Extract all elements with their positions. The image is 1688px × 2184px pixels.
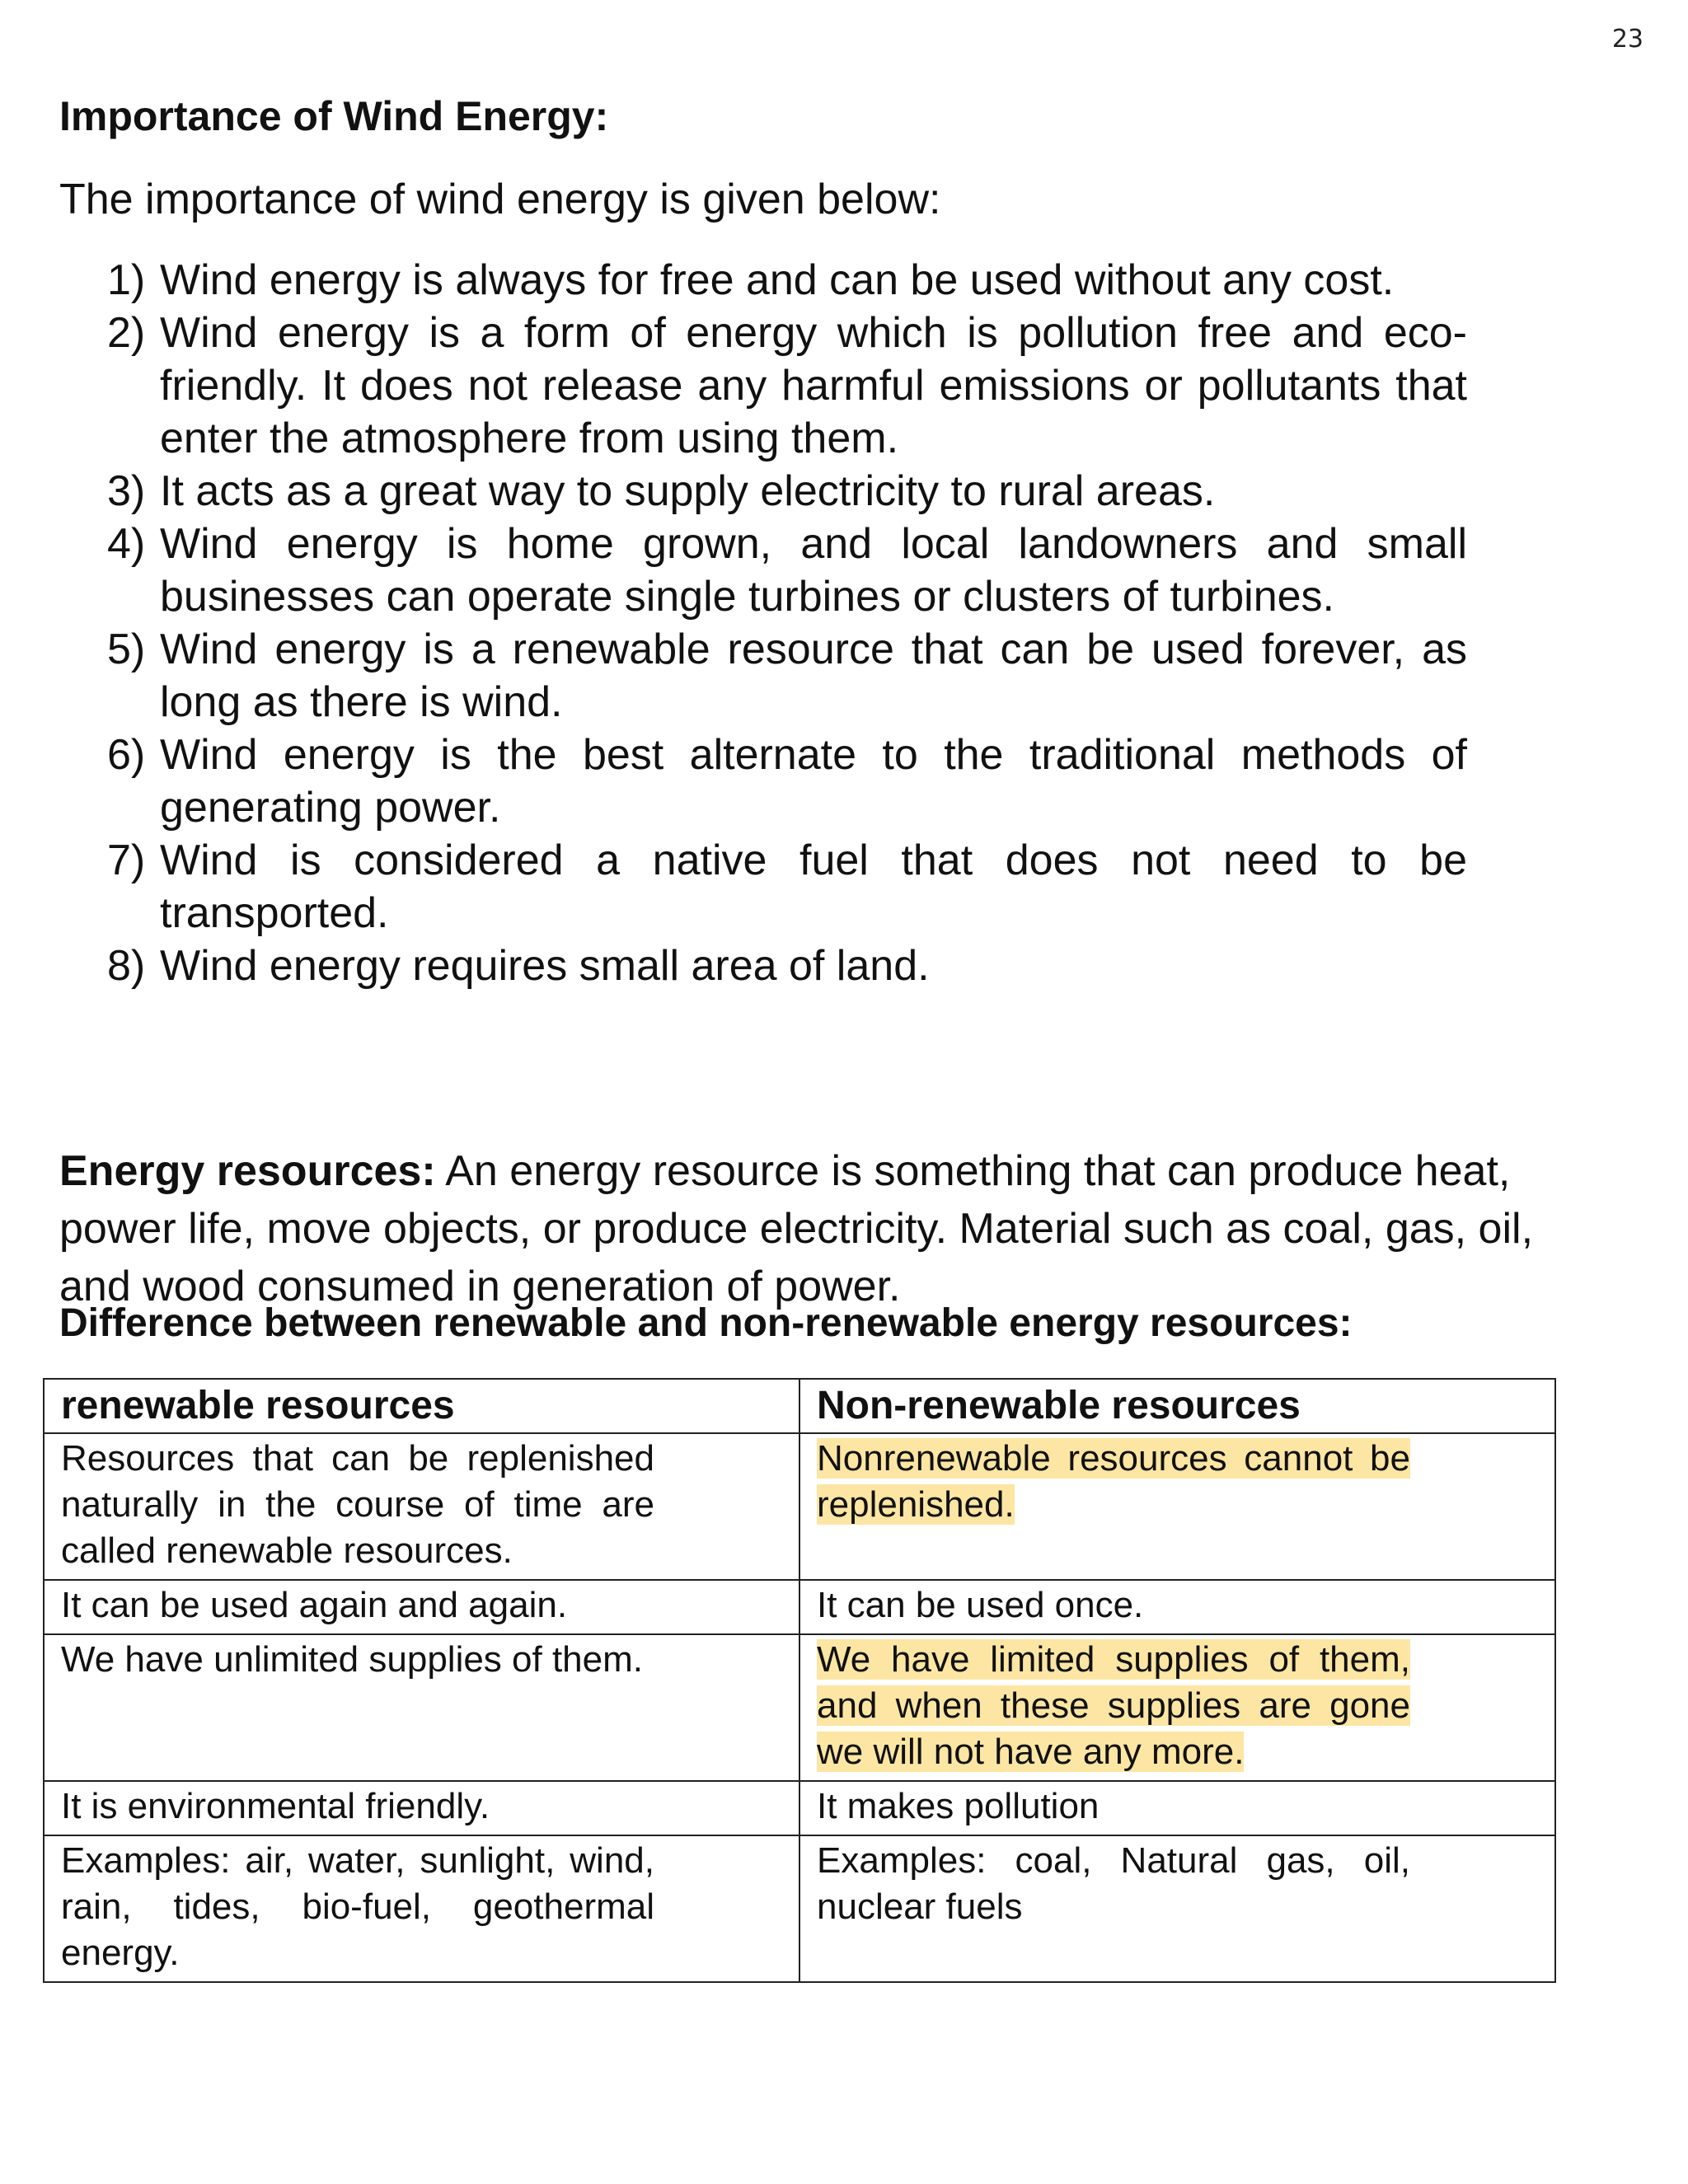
list-item-text: Wind energy is always for free and can be used without any cost. [160,256,1395,304]
page-number: 23 [1611,25,1643,54]
list-item-text: Wind energy is home grown, and local landowners and small businesses can operate single turbines or clusters of turbines. [160,520,1467,621]
list-item [107,834,1467,940]
table-cell-renewable [44,1781,799,1835]
list-item-number: 2) [107,309,146,357]
energy-resources-term: Energy resources: [59,1147,436,1195]
cell-text: It can be used once. [817,1585,1144,1625]
list-item [107,307,1467,465]
cell-text: It can be used again and again. [61,1585,568,1625]
list-item-number: 7) [107,837,146,884]
cell-text: It makes pollution [817,1786,1100,1826]
cell-text: Examples: coal, Natural gas, oil, nuclear fuels [817,1840,1410,1927]
cell-text: Examples: air, water, sunlight, wind, rain, tides, bio-fuel, geothermal energy. [61,1840,654,1973]
table-cell-nonrenewable [799,1634,1555,1781]
table-cell-renewable [44,1433,799,1580]
list-item-number: 8) [107,942,146,990]
energy-resources-definition: An energy resource is something that can produce heat, power life, move objects, or produce electricity. Material such as coal, gas, oil, and wood consumed in generation of power. [59,1147,1534,1310]
table-row [44,1781,1555,1835]
list-item [107,940,1467,992]
importance-list [107,254,1467,992]
intro-text: The importance of wind energy is given below: [59,176,941,223]
table-row [44,1580,1555,1634]
cell-text: It is environmental friendly. [61,1786,490,1826]
list-item-text: Wind energy is the best alternate to the traditional methods of generating power. [160,731,1467,832]
difference-table [43,1378,1556,1983]
list-item [107,465,1467,518]
section-heading-importance: Importance of Wind Energy: [59,93,609,139]
list-item-number: 3) [107,467,146,515]
list-item-text: Wind energy is a form of energy which is pollution free and eco-friendly. It does not release any harmful emissions or pollutants that enter the atmosphere from using them. [160,309,1467,462]
highlighted-text: Nonrenewable resources cannot be replenished. [817,1438,1410,1525]
list-item [107,623,1467,729]
list-item [107,729,1467,834]
list-item-number: 6) [107,731,146,779]
table-row [44,1835,1555,1982]
list-item-text: It acts as a great way to supply electricity to rural areas. [160,467,1216,515]
list-item-text: Wind is considered a native fuel that does not need to be transported. [160,837,1467,937]
table-cell-nonrenewable [799,1781,1555,1835]
table-cell-renewable [44,1634,799,1781]
column-header-nonrenewable: Non-renewable resources [799,1379,1555,1433]
table-header-row [44,1379,1555,1433]
energy-resources-paragraph [59,1142,1609,1315]
list-item [107,254,1467,307]
list-item-number: 1) [107,256,146,304]
difference-heading: Difference between renewable and non-renewable energy resources: [59,1301,1353,1345]
table-cell-nonrenewable [799,1835,1555,1982]
list-item-number: 5) [107,626,146,673]
table-cell-nonrenewable [799,1580,1555,1634]
table-row [44,1433,1555,1580]
highlighted-text: We have limited supplies of them, and when these supplies are gone we will not have any more. [817,1639,1410,1772]
list-item [107,518,1467,623]
table-row [44,1634,1555,1781]
table-cell-renewable [44,1835,799,1982]
list-item-number: 4) [107,520,146,568]
list-item-text: Wind energy is a renewable resource that can be used forever, as long as there is wind. [160,626,1467,726]
cell-text: We have unlimited supplies of them. [61,1639,643,1680]
cell-text: Resources that can be replenished naturally in the course of time are called renewable resources. [61,1438,654,1571]
list-item-text: Wind energy requires small area of land. [160,942,930,990]
table-cell-nonrenewable [799,1433,1555,1580]
column-header-renewable: renewable resources [44,1379,799,1433]
table-cell-renewable [44,1580,799,1634]
